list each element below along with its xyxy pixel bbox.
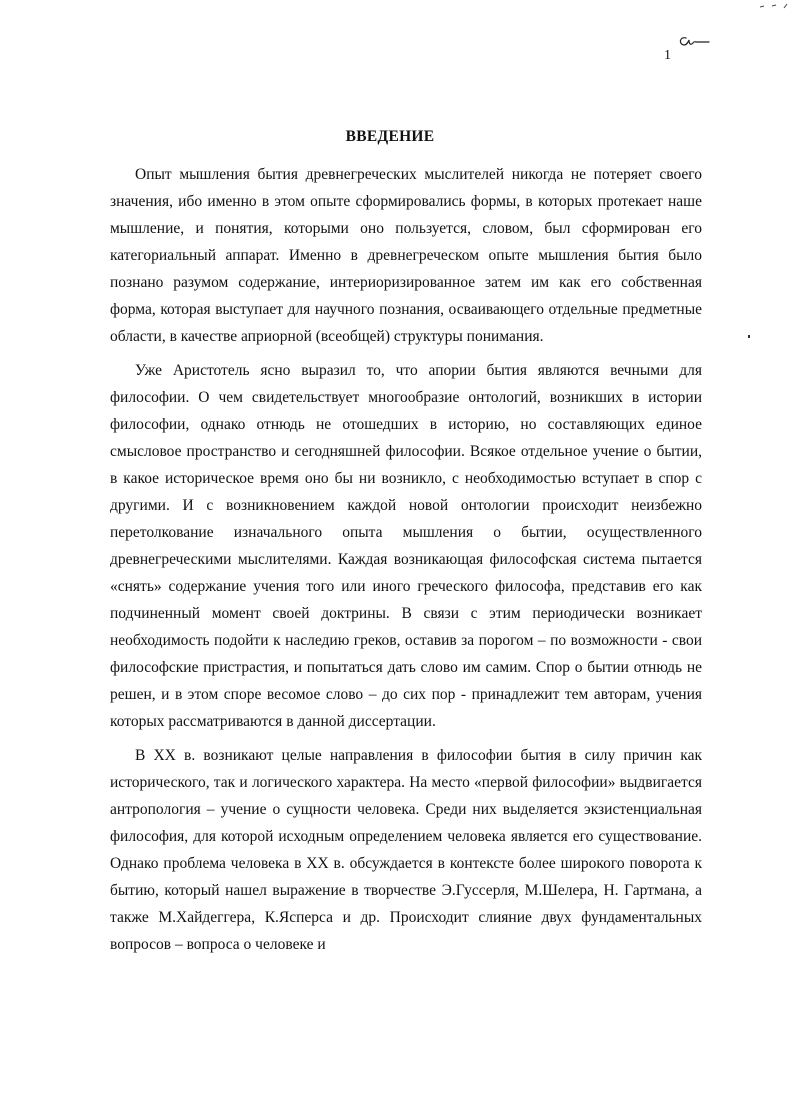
handwritten-initial-icon — [676, 30, 710, 52]
paragraph: В XX в. возникают целые направления в философии бытия в силу причин как исторического, так и логического характера. На место «первой философии» выдвигается антропология – учение о сущности человека. Среди них выделяется экзистенциальная философия, для которой исходным определением человека является его существование. Однако проблема человека в XX в. обсуждается в контексте более широкого поворота к бытию, который нашел выражение в творчестве Э.Гуссерля, М.Шелера, Н. Гартмана, а также М.Хайдеггера, К.Ясперса и др. Происходит слияние двух фундаментальных вопросов – вопроса о человеке и — [110, 747, 702, 953]
paragraph: Опыт мышления бытия древнегреческих мыслителей никогда не потеряет своего значения, ибо именно в этом опыте сформировались формы, в которых протекает наше мышление, и понятия, которыми оно пользуется, словом, был сформирован его категориальный аппарат. Именно в древнегреческом опыте мышления бытия было познано разумом содержание, интериоризированное затем им как его собственная форма, которая выступает для научного познания, осваивающего отдельные предметные области, в качестве априорной (всеобщей) структуры понимания. — [110, 166, 702, 345]
document-body — [110, 161, 702, 958]
scan-mark-icon — [758, 2, 790, 10]
margin-dot — [748, 335, 750, 338]
page-number: 1 — [664, 48, 671, 63]
paragraph: Уже Аристотель ясно выразил то, что апории бытия являются вечными для философии. О чем свидетельствует многообразие онтологий, возникших в истории философии, однако отнюдь не отошедших в историю, но составляющих единое смысловое пространство и сегодняшней философии. Всякое отдельное учение о бытии, в какое историческое время оно бы ни возникло, с необходимостью вступает в спор с другими. И с возникновением каждой новой онтологии происходит неизбежно перетолкование изначального опыта мышления о бытии, осуществленного древнегреческими мыслителями. Каждая возникающая философская система пытается «снять» содержание учения того или иного греческого философа, представив его как подчиненный момент своей доктрины. В связи с этим периодически возникает необходимость подойти к наследию греков, оставив за порогом – по возможности - свои философские пристрастия, и попытаться дать слово им самим. Спор о бытии отнюдь не решен, и в этом споре весомое слово – до сих пор - принадлежит тем авторам, учения которых рассматриваются в данной диссертации. — [110, 362, 702, 730]
page-title: ВВЕДЕНИЕ — [345, 128, 435, 145]
